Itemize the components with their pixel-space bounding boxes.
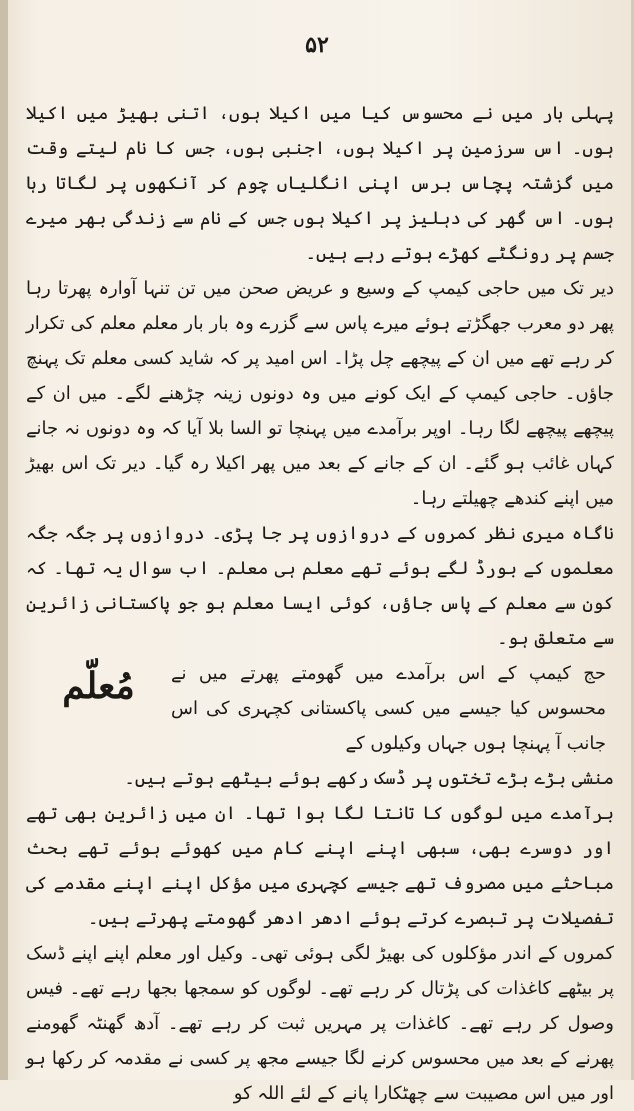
section-muallim <box>26 656 614 761</box>
paragraph-2: دیر تک میں حاجی کیمپ کے وسیع و عریض صحن میں تن تنہا آوارہ پھرتا رہا پھر دو معرب جھگڑتے ہوئے میرے پاس سے گزرے وہ بار بار معلم معلم کی تکرار کر رہے تھے میں ان کے پیچھے چل پڑا۔ اس امید پر کہ شاید کسی معلم تک پہنچ جاؤں۔ حاجی کیمپ کے ایک کونے میں وہ دونوں زینہ چڑھنے لگے۔ میں ان کے پیچھے پیچھے لگا رہا۔ اوپر برآمدے میں پہنچا تو السا بلا آیا کہ وہ دونوں نہ جانے کہاں غائب ہو گئے۔ ان کے جانے کے بعد میں پھر اکیلا رہ گیا۔ دیر تک اس بھیڑ میں اپنے کندھے چھیلتے رہا۔ <box>26 278 614 509</box>
muallim-intro: حج کیمپ کے اس برآمدے میں گھومتے پھرتے میں نے محسوس کیا جیسے میں کسی پاکستانی کچہری کی اس جانب آ پہنچا ہوں جہاں وکیلوں کے <box>171 663 606 754</box>
muallim-continuation: منشی بڑے بڑے تختوں پر ڈسک رکھے ہوئے بیٹھے ہوتے ہیں۔ <box>124 768 614 789</box>
paragraph-6: کمروں کے اندر مؤکلوں کی بھیڑ لگی ہوئی تھی۔ وکیل اور معلم اپنے اپنے ڈسک پر بیٹھے کاغذات کی پڑتال کر رہے تھے۔ لوگوں کو سمجھا بجھا رہے تھے۔ فیس وصول کر رہے تھے۔ کاغذات پر مہریں ثبت کر رہے تھے۔ آدھ گھنٹہ گھومنے پھرنے کے بعد میں محسوس کرنے لگا جیسے مجھ پر کسی نے مقدمہ کر رکھا ہو اور میں اس مصیبت سے چھٹکارا پانے کے لئے اللہ کو <box>26 943 614 1104</box>
page-gutter-shadow <box>0 0 8 1080</box>
paragraph-3: ناگاہ میری نظر کمروں کے دروازوں پر جا پڑی۔ دروازوں پر جگہ جگہ معلموں کے بورڈ لگے ہوئے تھے معلم ہی معلم۔ اب سوال یہ تھا۔ کہ کون سے معلم کے پاس جاؤں، کوئی ایسا معلم ہو جو پاکستانی زائرین سے متعلق ہو۔ <box>26 523 614 649</box>
section-heading-muallim: مُعلّم <box>62 665 135 707</box>
page-body <box>26 96 614 1111</box>
paragraph-1: پہلی بار میں نے محسوس کیا میں اکیلا ہوں، اتنی بھیڑ میں اکیلا ہوں۔ اس سرزمین پر اکیلا ہوں، اجنبی ہوں، جس کا نام لیتے وقت میں گزشتہ پچاس برس اپنی انگلیاں چوم کر آنکھوں پر لگاتا رہا ہوں۔ اس گھر کی دہلیز پر اکیلا ہوں جس کے نام سے زندگی بھر میرے جسم پر رونگٹے کھڑے ہوتے رہے ہیں۔ <box>26 103 614 264</box>
page-number: ۵۲ <box>305 32 329 58</box>
paragraph-5: برآمدے میں لوگوں کا تانتا لگا ہوا تھا۔ ان میں زائرین بھی تھے اور دوسرے بھی، سبھی اپنے اپنے کام میں کھوئے ہوئے تھے بحث مباحثے میں مصروف تھے جیسے کچہری میں مؤکل اپنے اپنے مقدمے کی تفصیلات پر تبصرے کرتے ہوئے ادھر ادھر گھومتے پھرتے ہیں۔ <box>26 803 614 929</box>
